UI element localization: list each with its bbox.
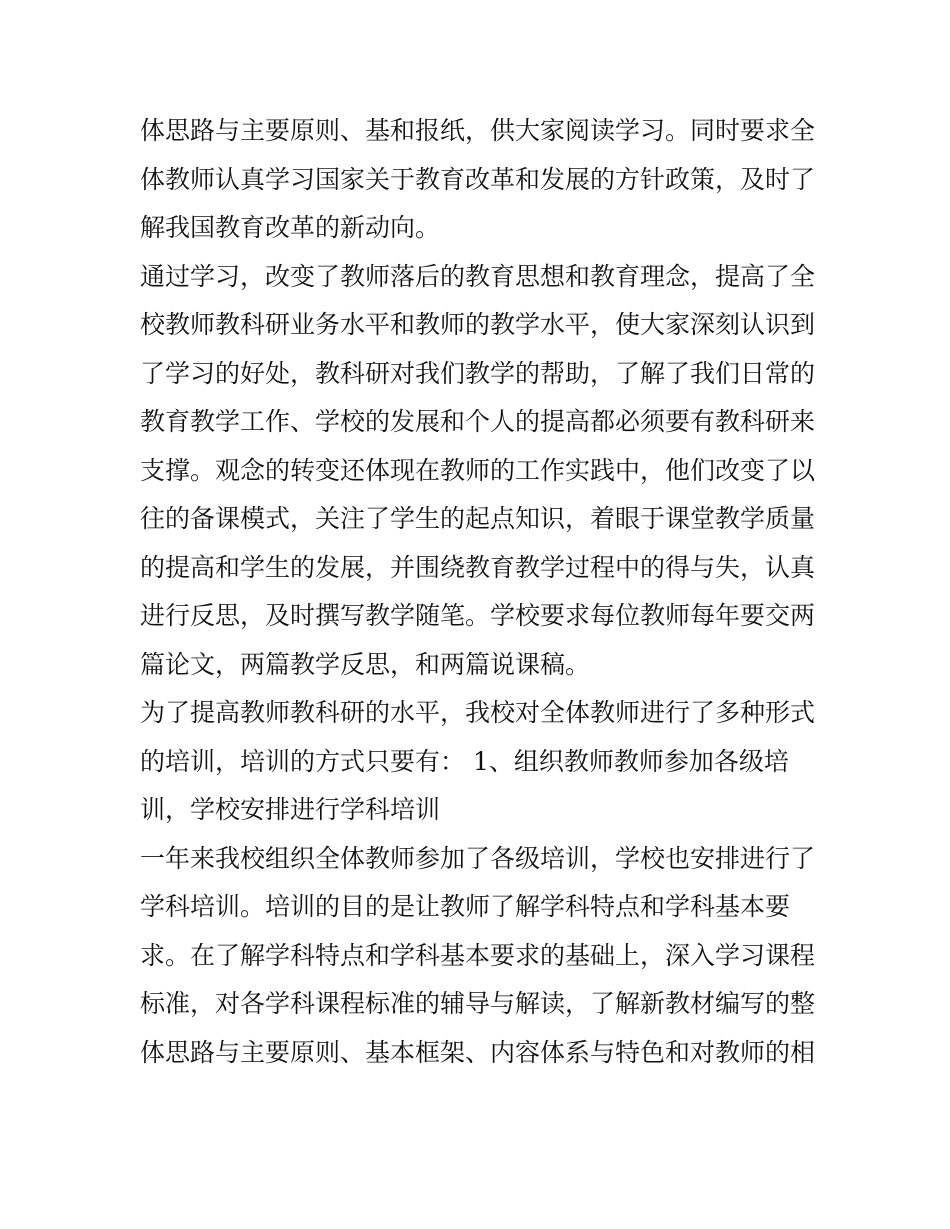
text-line: 进行反思，及时撰写教学随笔。学校要求每位教师每年要交两 — [140, 601, 816, 630]
text-line: 体教师认真学习国家关于教育改革和发展的方针政策，及时了 — [140, 164, 816, 194]
text-line: 支撑。观念的转变还体现在教师的工作实践中，他们改变了以 — [140, 455, 816, 485]
text-line: 求。在了解学科特点和学科基本要求的基础上，深入学习课程 — [140, 940, 816, 970]
text-line: 往的备课模式，关注了学生的起点知识，着眼于课堂教学质量 — [140, 504, 816, 533]
text-line: 了学习的好处，教科研对我们教学的帮助，了解了我们日常的 — [140, 358, 816, 388]
text-line: 的培训，培训的方式只要有： 1、组织教师教师参加各级培 — [140, 746, 789, 776]
text-line: 教育教学工作、学校的发展和个人的提高都必须要有教科研来 — [140, 407, 816, 436]
text-line: 解我国教育改革的新动向。 — [140, 213, 441, 242]
document-body — [140, 107, 820, 1077]
text-line: 体思路与主要原则、基和报纸，供大家阅读学习。同时要求全 — [140, 116, 816, 145]
text-line: 一年来我校组织全体教师参加了各级培训，学校也安排进行了 — [140, 843, 816, 873]
text-line: 训，学校安排进行学科培训 — [140, 795, 441, 824]
text-line: 学科培训。培训的目的是让教师了解学科特点和学科基本要 — [140, 892, 791, 921]
text-line: 为了提高教师教科研的水平，我校对全体教师进行了多种形式 — [140, 698, 816, 727]
text-line: 标准，对各学科课程标准的辅导与解读，了解新教材编写的整 — [140, 989, 816, 1018]
text-line: 的提高和学生的发展，并围绕教育教学过程中的得与失，认真 — [140, 552, 816, 582]
text-line: 校教师教科研业务水平和教师的教学水平，使大家深刻认识到 — [140, 310, 816, 339]
text-line: 体思路与主要原则、基本框架、内容体系与特色和对教师的相 — [140, 1037, 816, 1067]
text-line: 篇论文，两篇教学反思，和两篇说课稿。 — [140, 649, 591, 679]
text-line: 通过学习，改变了教师落后的教育思想和教育理念，提高了全 — [140, 261, 816, 291]
